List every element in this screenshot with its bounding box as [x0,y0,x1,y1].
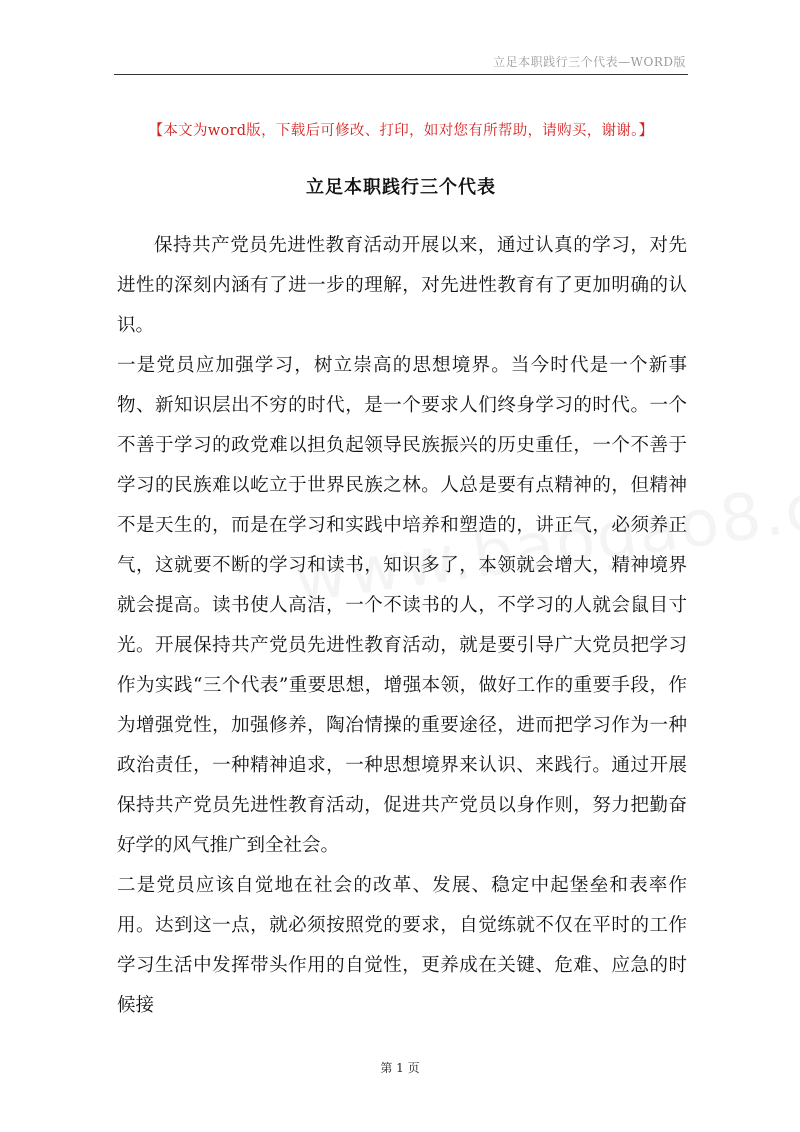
download-notice: 【本文为word版，下载后可修改、打印，如对您有所帮助，请购买，谢谢。】 [148,123,654,139]
page-number: 第 1 页 [380,1061,420,1075]
paragraph-point-one: 一是党员应加强学习，树立崇高的思想境界。当今时代是一个新事物、新知识层出不穷的时代，是一个要求人们终身学习的时代。一个不善于学习的政党难以担负起领导民族振兴的历史重任，一个不善于学习的民族难以屹立于世界民族之林。人总是要有点精神的，但精神不是天生的，而是在学习和实践中培养和塑造的，讲正气，必须养正气，这就要不断的学习和读书，知识多了，本领就会增大，精神境界就会提高。读书使人高洁，一个不读书的人，不学习的人就会鼠目寸光。开展保持共产党员先进性教育活动，就是要引导广大党员把学习作为实践“三个代表”重要思想，增强本领，做好工作的重要手段，作为增强党性，加强修养，陶冶情操的重要途径，进而把学习作为一种政治责任，一种精神追求，一种思想境界来认识、来践行。通过开展保持共产党员先进性教育活动，促进共产党员以身作则，努力把勤奋好学的风气推广到全社会。 [117,355,687,856]
running-header: 立足本职践行三个代表—WORD版 [493,55,686,69]
paragraph-intro: 保持共产党员先进性教育活动开展以来，通过认真的学习，对先进性的深刻内涵有了进一步的理解，对先进性教育有了更加明确的认识。 [117,235,687,336]
document-title: 立足本职践行三个代表 [306,177,496,198]
document-body [117,226,687,1026]
paragraph-point-two: 二是党员应该自觉地在社会的改革、发展、稳定中起堡垒和表率作用。达到这一点，就必须按照党的要求，自觉练就不仅在平时的工作学习生活中发挥带头作用的自觉性，更养成在关键、危难、应急的时候接 [117,875,687,1016]
header-divider [114,74,688,75]
